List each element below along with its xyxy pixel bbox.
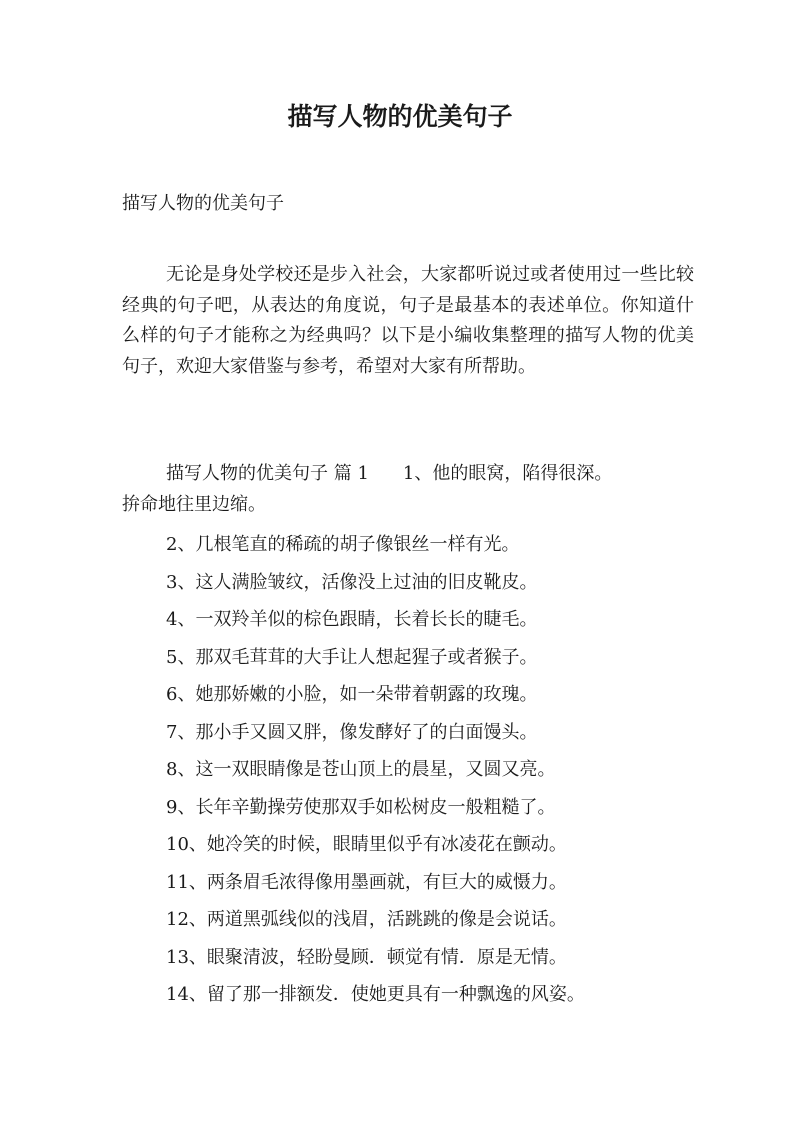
list-item: 8、这一双眼睛像是苍山顶上的晨星，又圆又亮。 bbox=[166, 759, 556, 780]
list-item: 7、那小手又圆又胖，像发酵好了的白面馒头。 bbox=[166, 721, 538, 743]
list-item: 2、几根笔直的稀疏的胡子像银丝一样有光。 bbox=[166, 534, 520, 555]
document-title: 描写人物的优美句子 bbox=[287, 102, 513, 131]
list-item: 4、一双羚羊似的棕色跟睛，长着长长的睫毛。 bbox=[166, 609, 538, 630]
document-subtitle: 描写人物的优美句子 bbox=[122, 193, 284, 214]
list-item: 14、留了那一排额发．使她更具有一种飘逸的风姿。 bbox=[166, 984, 585, 1005]
article-heading-paragraph bbox=[122, 459, 702, 520]
list-item: 13、眼聚清波，轻盼曼顾．顿觉有情．原是无情。 bbox=[166, 946, 567, 968]
list-item: 6、她那娇嫩的小脸，如一朵带着朝露的玫瑰。 bbox=[166, 684, 538, 705]
first-sentence-end: 拚命地往里边缩。 bbox=[122, 493, 266, 515]
list-item: 3、这人满脸皱纹，活像没上过油的旧皮靴皮。 bbox=[166, 571, 538, 593]
sentence-list bbox=[166, 531, 585, 1019]
list-item: 12、两道黑弧线似的浅眉，活跳跳的像是会说话。 bbox=[166, 909, 567, 930]
first-sentence-start: 1、他的眼窝，陷得很深。 bbox=[402, 463, 613, 484]
intro-paragraph: 无论是身处学校还是步入社会，大家都听说过或者使用过一些比较经典的句子吧，从表达的角度说，句子是最基本的表述单位。你知道什么样的句子才能称之为经典吗？以下是小编收集整理的描写人物的优美句子，欢迎大家借鉴与参考，希望对大家有所帮助。 bbox=[122, 264, 694, 377]
article-label: 描写人物的优美句子 篇 1 bbox=[166, 463, 369, 484]
list-item: 10、她冷笑的时候，眼睛里似乎有冰凌花在颤动。 bbox=[166, 834, 567, 855]
list-item: 9、长年辛勤操劳使那双手如松树皮一般粗糙了。 bbox=[166, 796, 556, 818]
list-item: 11、两条眉毛浓得像用墨画就，有巨大的威慑力。 bbox=[166, 871, 567, 893]
list-item: 5、那双毛茸茸的大手让人想起猩子或者猴子。 bbox=[166, 646, 538, 668]
